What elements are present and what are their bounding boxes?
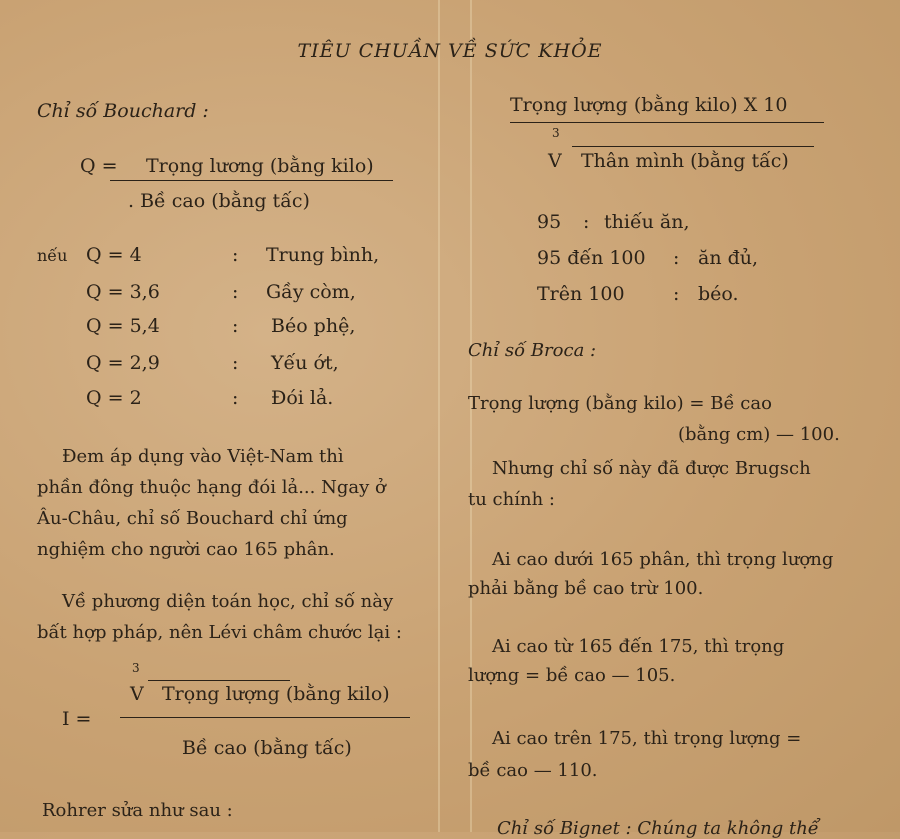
paragraph-line: Về phương diện toán học, chỉ số này <box>62 591 394 612</box>
root-index: 3 <box>132 661 140 675</box>
scale-label: béo. <box>698 283 739 305</box>
root-symbol: V <box>130 683 144 705</box>
table-q: Q = 3,6 <box>86 281 160 303</box>
bouchard-q: Q = <box>80 155 118 177</box>
scale-label: ăn đủ, <box>698 247 759 269</box>
broca-line: (bằng cm) — 100. <box>678 424 840 445</box>
paragraph-line: phải bằng bề cao trừ 100. <box>468 578 704 599</box>
table-sep: : <box>232 352 239 374</box>
table-label: Đói lả. <box>271 387 334 409</box>
paragraph-line: Đem áp dụng vào Việt-Nam thì <box>62 446 344 467</box>
table-q: Q = 2,9 <box>86 352 160 374</box>
bouchard-numerator: Trọng lương (bằng kilo) <box>146 155 374 177</box>
radical-bar <box>148 680 290 681</box>
radical-bar <box>572 146 814 147</box>
table-q: Q = 2 <box>86 387 142 409</box>
table-q: Q = 5,4 <box>86 315 160 337</box>
scale-label: thiếu ăn, <box>604 211 690 233</box>
fraction-bar <box>120 717 410 718</box>
table-sep: : <box>232 244 239 266</box>
root-symbol: V <box>548 150 562 172</box>
page-title: TIÊU CHUẦN VỀ SỨC KHỎE <box>297 40 603 62</box>
paragraph-line: nghiệm cho người cao 165 phân. <box>37 539 335 560</box>
paragraph-line: phần đông thuộc hạng đói lả... Ngay ở <box>37 477 386 498</box>
paragraph-line: Nhưng chỉ số này đã được Brugsch <box>492 458 811 479</box>
scale-sep: : <box>583 211 590 233</box>
table-sep: : <box>232 387 239 409</box>
levi-numerator: Trọng lượng (bằng kilo) <box>162 683 390 705</box>
table-label: Yếu ớt, <box>271 352 339 374</box>
page-crease <box>470 0 472 832</box>
table-sep: : <box>232 315 239 337</box>
scale-value: 95 <box>537 211 562 233</box>
table-q: Q = 4 <box>86 244 142 266</box>
scale-value: 95 đến 100 <box>537 247 646 269</box>
paragraph-line: Âu-Châu, chỉ số Bouchard chỉ ứng <box>37 508 348 529</box>
paragraph-line: Ai cao trên 175, thì trọng lượng = <box>492 728 802 749</box>
table-sep: : <box>232 281 239 303</box>
bouchard-denominator: . Bề cao (bằng tấc) <box>128 190 310 212</box>
table-label: Trung bình, <box>266 244 380 266</box>
levi-I: I = <box>62 708 92 730</box>
paragraph-line: Ai cao dưới 165 phân, thì trọng lượng <box>492 549 834 570</box>
fraction-bar <box>110 180 393 181</box>
scale-sep: : <box>673 247 680 269</box>
scale-sep: : <box>673 283 680 305</box>
paragraph-line: tu chính : <box>468 489 555 510</box>
broca-line: Trọng lượng (bằng kilo) = Bề cao <box>468 393 772 414</box>
bouchard-heading: Chỉ số Bouchard : <box>37 100 209 122</box>
table-label: Gầy còm, <box>266 281 356 303</box>
rohrer-denominator: Thân mình (bằng tấc) <box>581 150 789 172</box>
scale-value: Trên 100 <box>537 283 625 305</box>
levi-denominator: Bề cao (bằng tấc) <box>182 737 352 759</box>
rohrer-numerator: Trọng lượng (bằng kilo) X 10 <box>510 94 788 116</box>
if-word: nếu <box>37 246 68 265</box>
table-label: Béo phệ, <box>271 315 356 337</box>
paragraph-line: Ai cao từ 165 đến 175, thì trọng <box>492 636 785 657</box>
fraction-bar <box>510 122 824 123</box>
paragraph-line: lượng = bề cao — 105. <box>468 665 676 686</box>
paragraph-line: bất hợp pháp, nên Lévi châm chước lại : <box>37 622 402 643</box>
cutoff-line: Chỉ số Bignet : Chúng ta không thể <box>497 818 819 839</box>
page-crease <box>438 0 440 832</box>
paragraph-line: bề cao — 110. <box>468 760 598 781</box>
broca-heading: Chỉ số Broca : <box>468 340 597 361</box>
rohrer-intro: Rohrer sửa như sau : <box>42 800 233 821</box>
root-index: 3 <box>552 126 560 140</box>
